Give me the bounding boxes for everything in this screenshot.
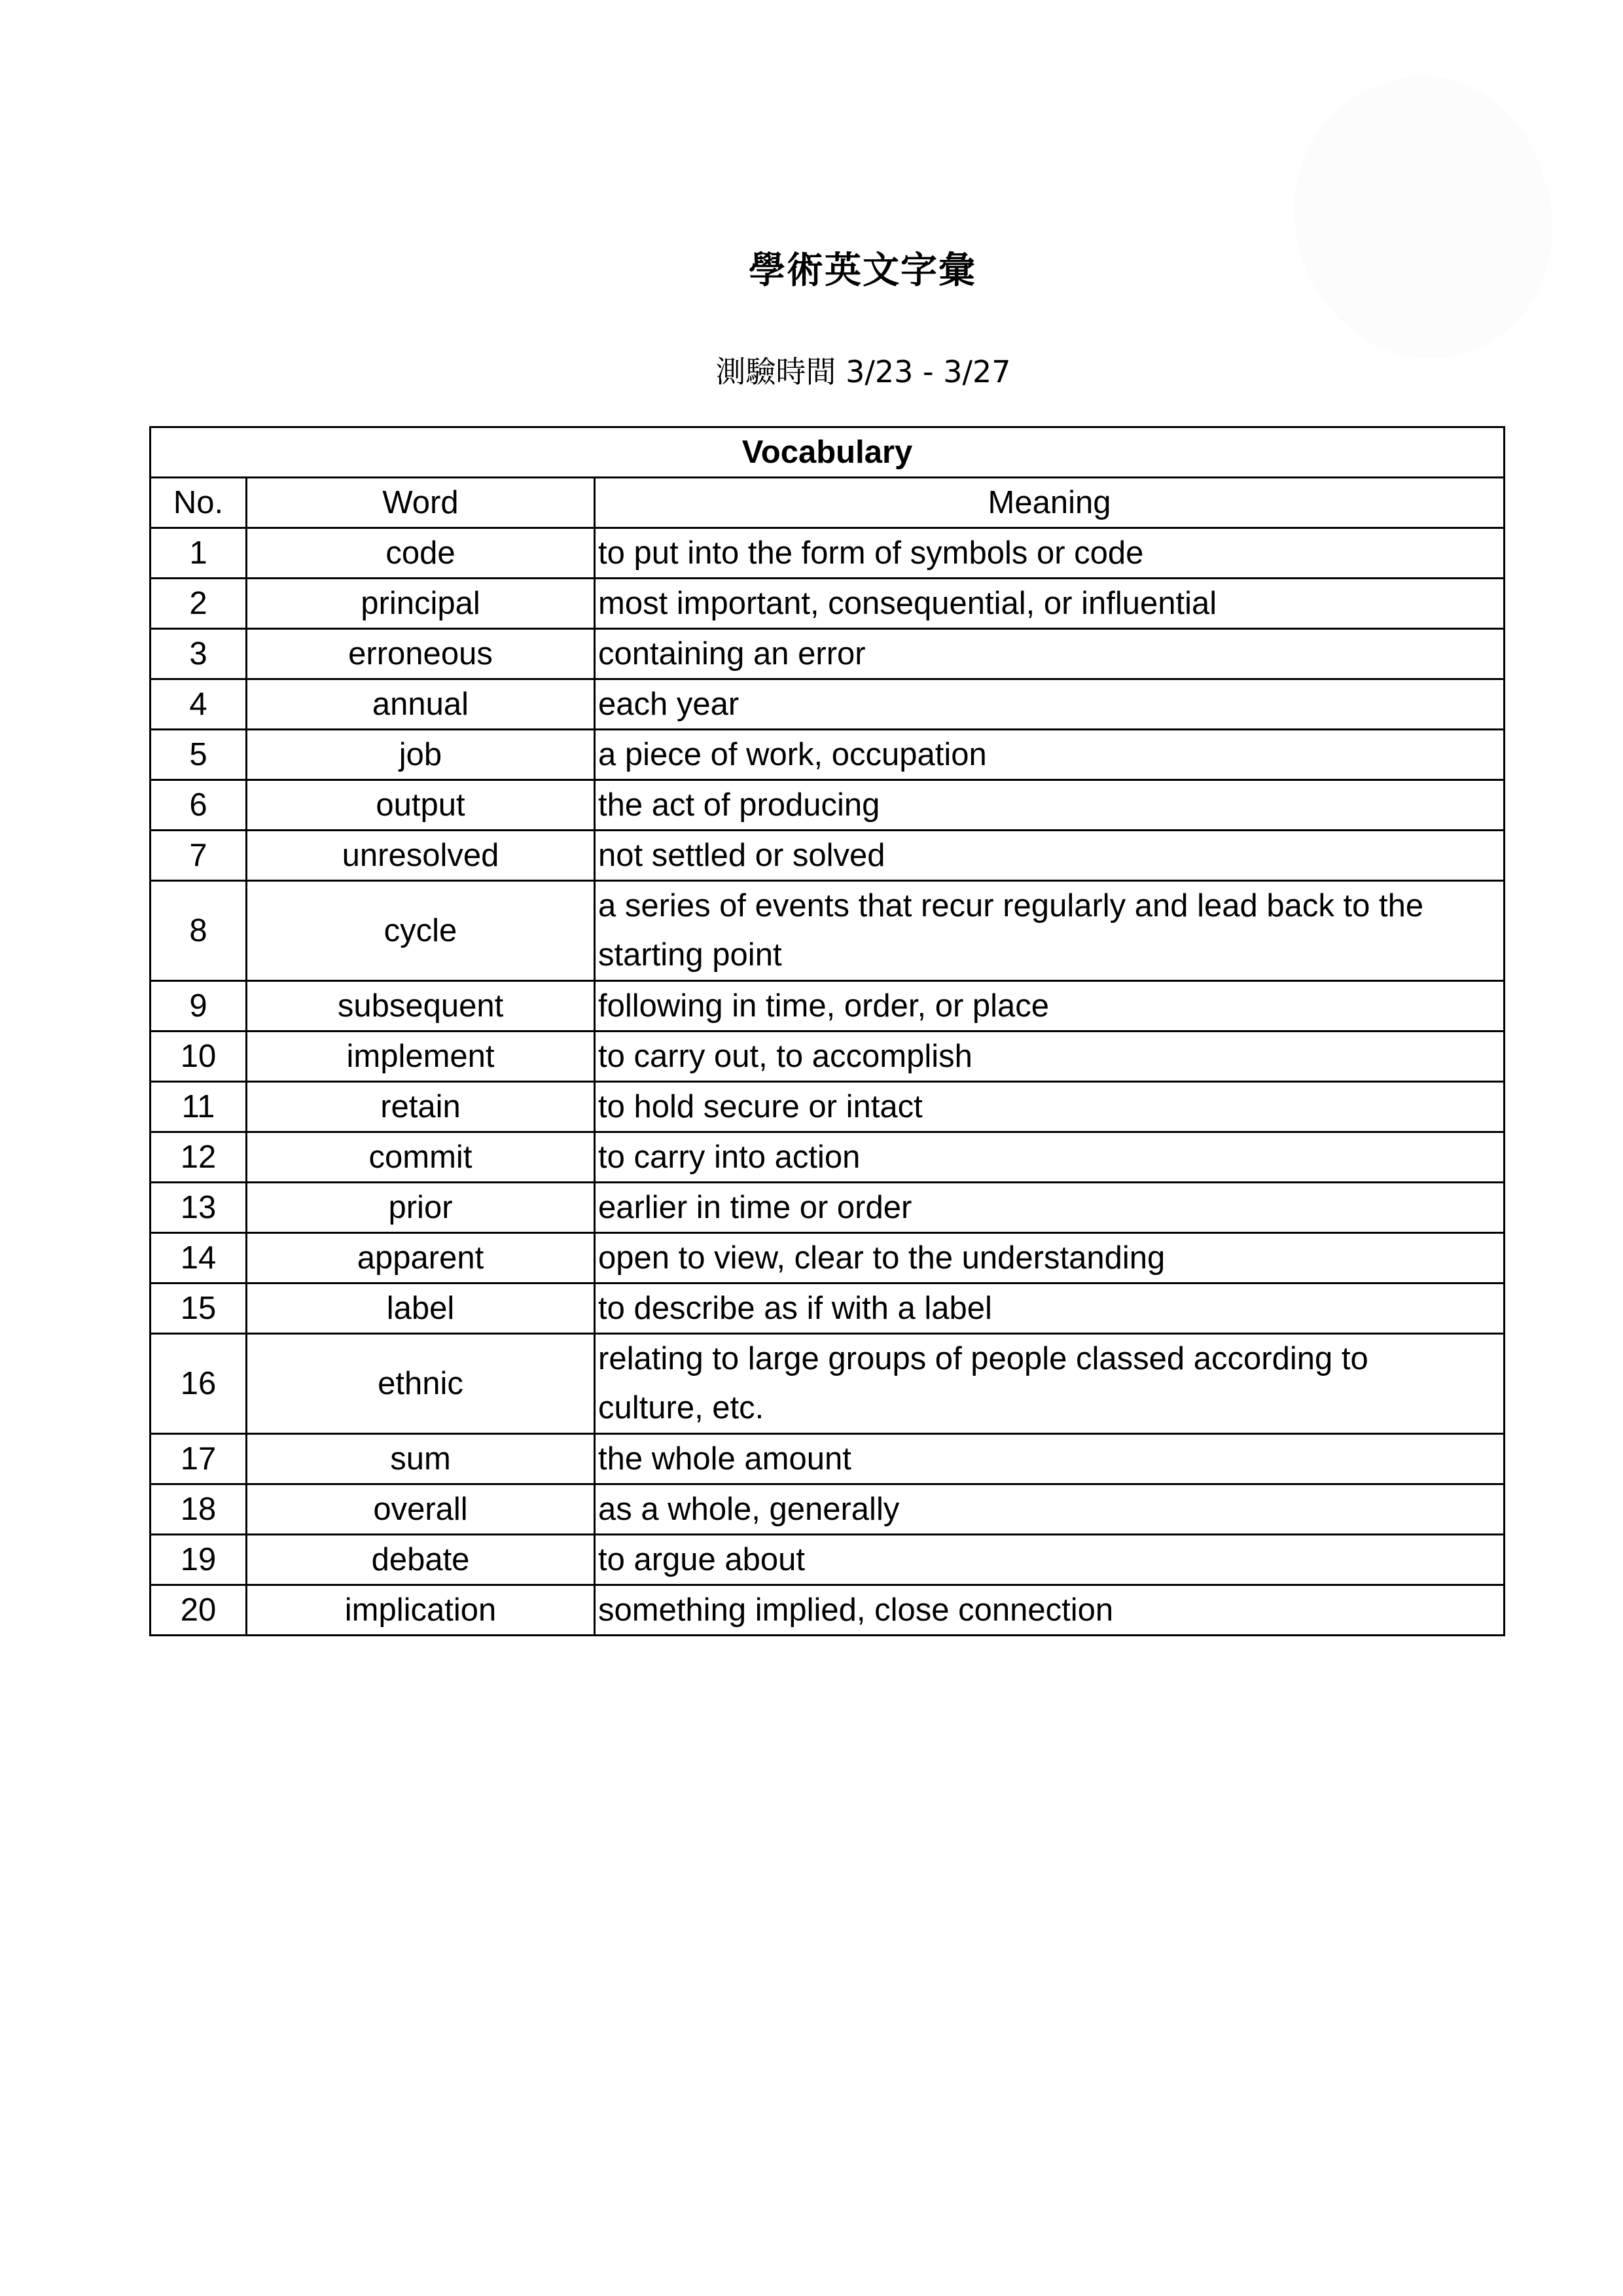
header-no: No. [151,478,247,528]
row-number: 5 [151,730,247,780]
row-word: principal [247,579,595,629]
row-meaning: earlier in time or order [595,1183,1505,1233]
row-word: label [247,1283,595,1334]
scan-artifact [1255,43,1592,395]
table-row [151,1334,1505,1434]
table-row [151,1132,1505,1183]
row-word: prior [247,1183,595,1233]
header-word: Word [247,478,595,528]
row-number: 9 [151,981,247,1031]
row-meaning: to put into the form of symbols or code [595,528,1505,579]
row-word: ethnic [247,1334,595,1434]
table-row [151,1183,1505,1233]
table-row [151,981,1505,1031]
row-meaning: not settled or solved [595,831,1505,881]
table-row [151,1082,1505,1132]
row-number: 16 [151,1334,247,1434]
row-meaning: to carry into action [595,1132,1505,1183]
table-row [151,881,1505,981]
quiz-date-range: 測驗時間 3/23 - 3/27 [715,354,1011,389]
table-row [151,780,1505,831]
row-word: debate [247,1535,595,1585]
row-meaning: to argue about [595,1535,1505,1585]
table-row [151,730,1505,780]
row-number: 12 [151,1132,247,1183]
meaning-line: starting point [598,937,782,973]
row-number: 1 [151,528,247,579]
row-number: 15 [151,1283,247,1334]
row-word: erroneous [247,629,595,679]
row-meaning: the act of producing [595,780,1505,831]
row-number: 10 [151,1031,247,1082]
row-meaning: as a whole, generally [595,1484,1505,1535]
page-title: 學術英文字彙 [749,249,976,292]
table-row [151,831,1505,881]
row-word: unresolved [247,831,595,881]
table-row [151,1535,1505,1585]
table-row [151,1484,1505,1535]
table-body [151,528,1505,1636]
row-meaning [595,1334,1505,1434]
row-number: 19 [151,1535,247,1585]
row-number: 20 [151,1585,247,1636]
row-number: 13 [151,1183,247,1233]
row-word: implication [247,1585,595,1636]
row-number: 14 [151,1233,247,1283]
row-word: annual [247,679,595,730]
row-number: 4 [151,679,247,730]
row-word: code [247,528,595,579]
row-number: 18 [151,1484,247,1535]
table-row [151,679,1505,730]
row-meaning: most important, consequential, or influential [595,579,1505,629]
table-row [151,1585,1505,1636]
row-number: 7 [151,831,247,881]
row-meaning: to hold secure or intact [595,1082,1505,1132]
row-meaning: containing an error [595,629,1505,679]
table-caption: Vocabulary [151,427,1505,478]
table-header-row [151,478,1505,528]
row-word: subsequent [247,981,595,1031]
row-number: 2 [151,579,247,629]
row-word: implement [247,1031,595,1082]
table-row [151,579,1505,629]
row-word: apparent [247,1233,595,1283]
row-meaning: a piece of work, occupation [595,730,1505,780]
row-number: 8 [151,881,247,981]
row-number: 17 [151,1434,247,1484]
vocabulary-table [149,426,1505,1636]
row-word: sum [247,1434,595,1484]
row-number: 6 [151,780,247,831]
meaning-line: culture, etc. [598,1390,764,1426]
table-caption-row [151,427,1505,478]
header-meaning: Meaning [595,478,1505,528]
table-row [151,1031,1505,1082]
row-meaning: open to view, clear to the understanding [595,1233,1505,1283]
row-number: 11 [151,1082,247,1132]
row-word: output [247,780,595,831]
row-meaning [595,881,1505,981]
table-row [151,1233,1505,1283]
table-row [151,1283,1505,1334]
meaning-line: a series of events that recur regularly and lead back to the [598,888,1424,924]
row-meaning: following in time, order, or place [595,981,1505,1031]
row-word: job [247,730,595,780]
row-word: overall [247,1484,595,1535]
table-row [151,528,1505,579]
row-word: retain [247,1082,595,1132]
row-meaning: something implied, close connection [595,1585,1505,1636]
row-meaning: to carry out, to accomplish [595,1031,1505,1082]
meaning-line: relating to large groups of people classed according to [598,1341,1368,1376]
table-row [151,1434,1505,1484]
table-row [151,629,1505,679]
row-word: commit [247,1132,595,1183]
row-word: cycle [247,881,595,981]
row-meaning: each year [595,679,1505,730]
row-number: 3 [151,629,247,679]
row-meaning: to describe as if with a label [595,1283,1505,1334]
row-meaning: the whole amount [595,1434,1505,1484]
